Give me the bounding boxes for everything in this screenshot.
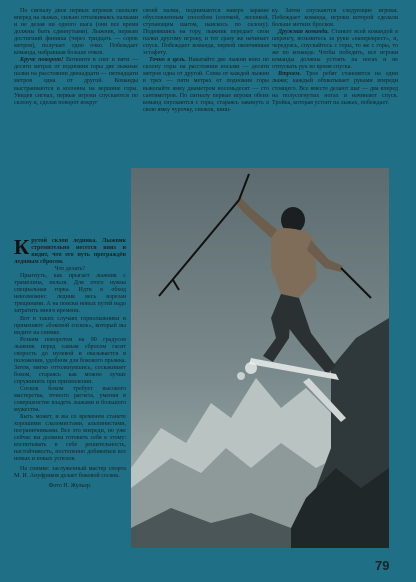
column-3	[272, 8, 398, 107]
lead-paragraph: Крутой склон ледника. Лыжник стремительно несется вниз и видит, что его путь преграждён ледяным сбросом.	[14, 235, 126, 266]
paragraph: своей палки, поднимаются наверх заранее обусловленным способом (елочкой, лесенкой, ступающим шагом, наискось по склону). Поднявшись на гору, лыжник передает свои палки другому игроку, и тот сразу же начинает спуск. Побеждает команда, первой окончившая эстафету.	[143, 8, 269, 57]
section-heading: Дружная команда.	[278, 29, 329, 36]
column-2	[143, 8, 269, 114]
paragraph: Резким поворотом на 90 градусов лыжник перед самым сбросом гасит скорость до нулевой и оказывается в положении, удобном для бокового прыжка. Затем, мягко оттолкнувшись, соскакивает боком, стараясь как можно лучше спружинить при приземлении.	[14, 336, 126, 385]
section-heading: Втроем.	[278, 71, 302, 78]
photo-caption: На снимке: заслуженный мастер спорта М. И. Ануфриков делает боковой соскок.	[14, 465, 126, 479]
section-heading: Круче поворот!	[20, 57, 64, 64]
paragraph: Вот в таких случаях горнолыжники и применяют «боковой соскок», который вы видите на снимке.	[14, 315, 126, 336]
paragraph: Прыгнуть, как прыгает лыжник с трамплина, нельзя. Для этого нужна специальная горка. Идти в обход невозможно: ледник весь изрезан трещинами. А на поиски новых путей надо затратить много времени.	[14, 273, 126, 315]
paragraph: По сигналу двое первых игроков скользят вперед на лыжах, сильно отталкиваясь палками и не делая ни одного шага (они все время должны быть сдвинутыми). Лыжник, первым достигший финиша (через тридцать — сорок метров), получает одно очко. Побеждает команда, набравшая больше очков.	[14, 8, 138, 57]
column-article	[14, 235, 126, 490]
paragraph: Станьте всей командой в шеренгу, возьмитесь за руки «наперекрест», и, чередуясь, спускайтесь с горы, то же с горы, то же по команде. Чтобы победить, все игроки команды должны устоять на ногах и не отпускать рук во время спуска.	[272, 29, 399, 71]
paragraph: Быть может, и вы со временем станете хорошими слаломистами, альпинистами, пограничниками. Все это впереди, но уже сейчас вы должны готовить себя к этому: воспитывать в себе решительность, настойчивость, постепенно добиваться все новых и новых успехов.	[14, 414, 126, 463]
page-number: 79	[375, 558, 390, 573]
drop-cap: К	[14, 235, 30, 259]
paragraph: Соскок боком требует высокого мастерства, точного расчета, умения в совершенстве владеть лыжами и большого мужества.	[14, 385, 126, 414]
question: Что делать?	[54, 266, 86, 273]
column-1	[14, 8, 138, 107]
paragraph: Воткните в снег в пяти — десяти метрах от подножия горы две лыжные палки на расстоянии двенадцати — пятнадцати метров одна от другой. Команды выстраиваются в колонны на вершине горы. Увидев сигнал, первые игроки спускаются по склону и, сделав поворот вокруг	[14, 57, 139, 106]
paragraph: Трое ребят становятся на одни лыжи; каждый обхватывает руками впереди стоящего. Все вместе делают шаг — два вперед на полусогнутых ногах и начинают спуск. Тройка, которая устоит на лыжах, побеждает.	[272, 71, 398, 106]
section-heading: Точно в цель.	[149, 57, 186, 64]
paragraph: ку. Затем спускаются следующие игроки. Побеждает команда, игроки которой сделали больше метких бросков.	[272, 8, 398, 29]
photo-credit: Фото Н. Жульер.	[48, 482, 92, 489]
paragraph: Накатайте две лыжни вниз по склону горы на расстоянии восьми — десяти метров одна от другой. Слева от каждой лыжни в трех — пяти метрах от подножия горы выкопайте ямку диаметром восемьдесят — сто сантиметров. По сигналу первые игроки обеих команд спускаются с горы, стараясь закинуть в свою ямку чурочку, снежок, шиш-	[143, 57, 269, 113]
skier-photo	[131, 168, 389, 548]
